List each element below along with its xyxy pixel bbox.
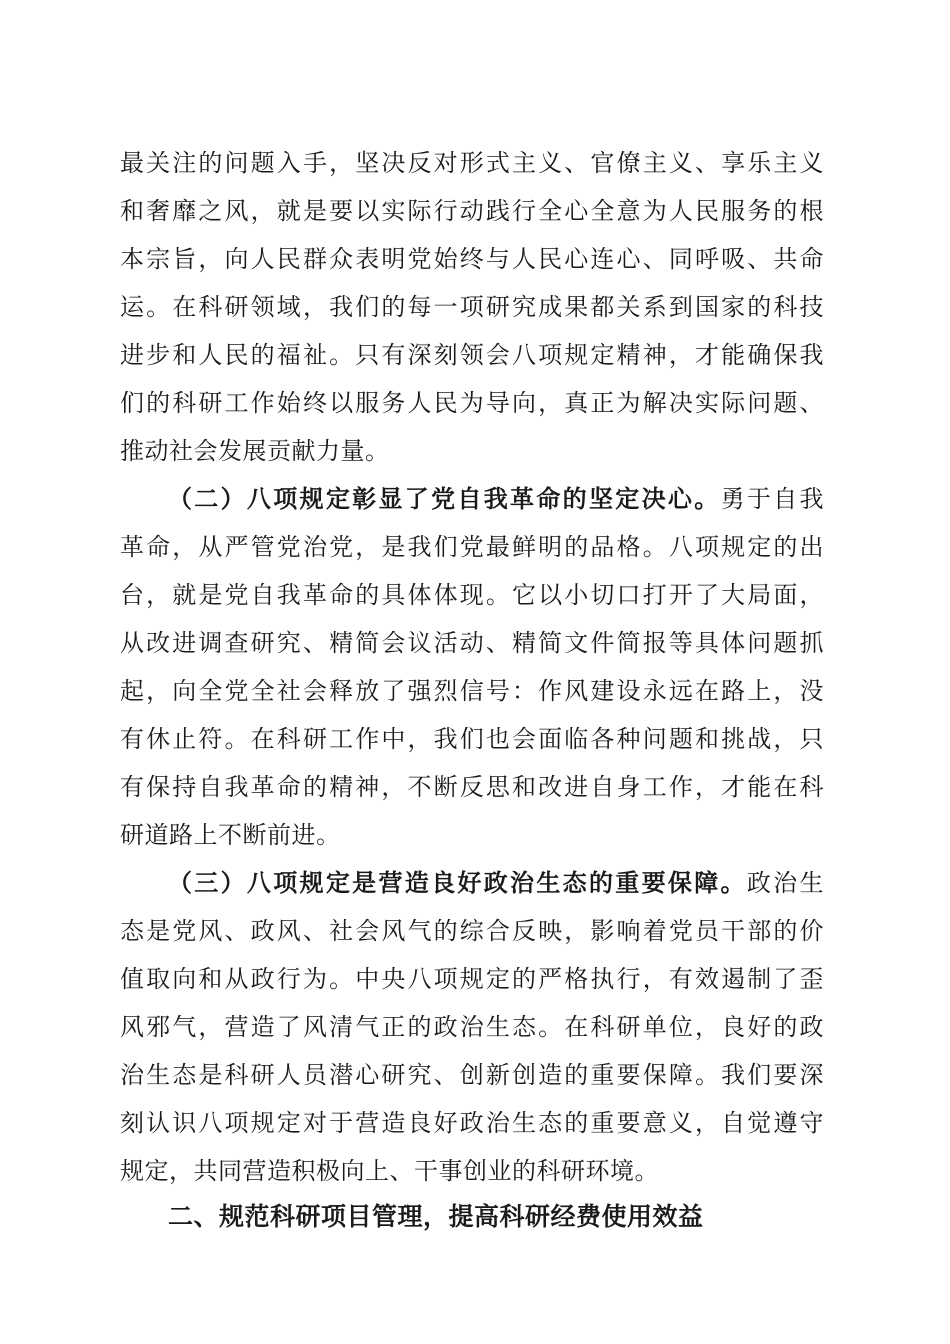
paragraph-2-first-line — [168, 482, 824, 516]
paragraph-2-lead-heading: （二）八项规定彰显了党自我革命的坚定决心。 — [168, 485, 721, 513]
paragraph-1-line-1: 最关注的问题入手，坚决反对形式主义、官僚主义、享乐主义 — [120, 149, 824, 177]
paragraph-2-line-2: 革命，从严管党治党，是我们党最鲜明的品格。八项规定的出 — [120, 533, 824, 561]
paragraph-3-line-6: 刻认识八项规定对于营造良好政治生态的重要意义，自觉遵守 — [120, 1109, 824, 1137]
paragraph-2-line-5: 起，向全党全社会释放了强烈信号：作风建设永远在路上，没 — [120, 677, 824, 705]
paragraph-3-lead-heading: （三）八项规定是营造良好政治生态的重要保障。 — [168, 869, 747, 897]
paragraph-3-line-5: 治生态是科研人员潜心研究、创新创造的重要保障。我们要深 — [120, 1061, 824, 1089]
paragraph-2-line-3: 台，就是党自我革命的具体体现。它以小切口打开了大局面， — [120, 581, 824, 609]
paragraph-3-line-4: 风邪气，营造了风清气正的政治生态。在科研单位，良好的政 — [120, 1013, 824, 1041]
paragraph-1-line-2: 和奢靡之风，就是要以实际行动践行全心全意为人民服务的根 — [120, 197, 824, 225]
paragraph-2-line-4: 从改进调查研究、精简会议活动、精简文件简报等具体问题抓 — [120, 629, 824, 657]
paragraph-3-line-3: 值取向和从政行为。中央八项规定的严格执行，有效遏制了歪 — [120, 965, 824, 993]
paragraph-1-line-6: 们的科研工作始终以服务人民为导向，真正为解决实际问题、 — [120, 389, 824, 417]
paragraph-3-lead-text: 政治生 — [746, 869, 824, 897]
paragraph-2-line-7: 有保持自我革命的精神，不断反思和改进自身工作，才能在科 — [120, 773, 824, 801]
paragraph-2-lead-text: 勇于自我 — [720, 485, 824, 513]
paragraph-3-first-line — [168, 866, 824, 900]
paragraph-1-line-5: 进步和人民的福祉。只有深刻领会八项规定精神，才能确保我 — [120, 341, 824, 369]
paragraph-2-line-6: 有休止符。在科研工作中，我们也会面临各种问题和挑战，只 — [120, 725, 824, 753]
paragraph-1-line-7: 推动社会发展贡献力量。 — [120, 437, 390, 465]
section-heading: 二、规范科研项目管理，提高科研经费使用效益 — [168, 1202, 704, 1231]
paragraph-1-line-3: 本宗旨，向人民群众表明党始终与人民心连心、同呼吸、共命 — [120, 245, 824, 273]
paragraph-3-line-2: 态是党风、政风、社会风气的综合反映，影响着党员干部的价 — [120, 917, 824, 945]
paragraph-3-line-7: 规定，共同营造积极向上、干事创业的科研环境。 — [120, 1157, 659, 1185]
paragraph-1-line-4: 运。在科研领域，我们的每一项研究成果都关系到国家的科技 — [120, 293, 824, 321]
paragraph-2-line-8: 研道路上不断前进。 — [120, 821, 341, 849]
